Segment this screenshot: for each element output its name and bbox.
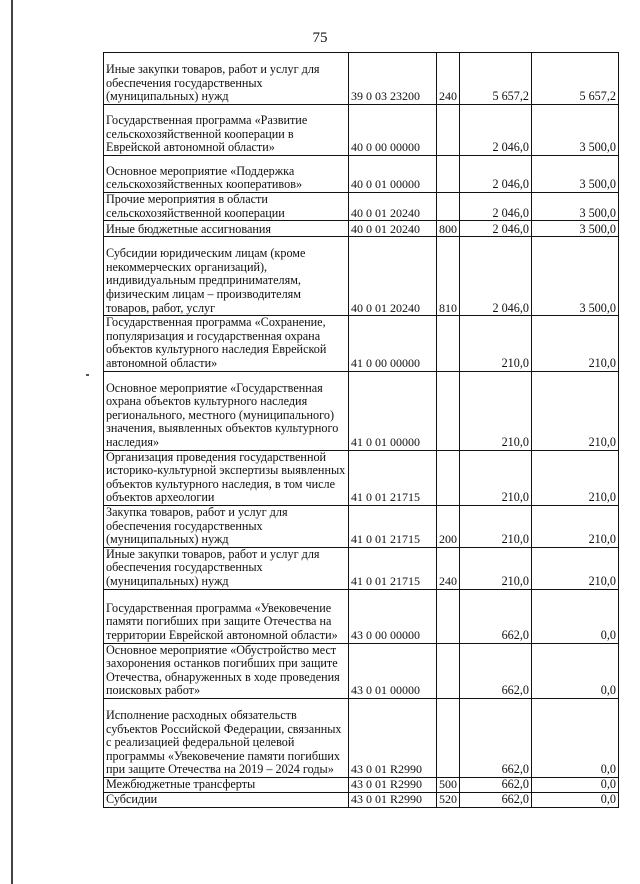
row-vr-cell (437, 193, 460, 221)
row-value-2021-cell: 0,0 (532, 698, 619, 777)
row-code-cell: 43 0 01 R2990 (349, 792, 437, 807)
row-value-2020-cell: 210,0 (460, 547, 532, 589)
row-name-cell: Межбюджетные трансферты (104, 777, 349, 792)
row-value-2020-cell: 2 046,0 (460, 221, 532, 237)
row-name-cell: Закупка товаров, работ и услуг для обеспечения государственных (муниципальных) нужд (104, 505, 349, 547)
row-code-cell: 40 0 01 20240 (349, 193, 437, 221)
row-code-cell: 41 0 00 00000 (349, 316, 437, 371)
row-vr-cell (437, 643, 460, 698)
table-row (104, 193, 619, 221)
row-value-2021-cell: 3 500,0 (532, 237, 619, 316)
row-code-cell: 40 0 00 00000 (349, 105, 437, 156)
table-row (104, 792, 619, 807)
row-vr-cell (437, 371, 460, 450)
table-row (104, 156, 619, 193)
row-name-cell: Государственная программа «Увековечение памяти погибших при защите Отечества на территории Еврейской автономной области» (104, 589, 349, 643)
table-row (104, 316, 619, 371)
row-code-cell: 40 0 01 20240 (349, 237, 437, 316)
budget-table (103, 52, 619, 808)
table-row (104, 589, 619, 643)
row-value-2020-cell: 2 046,0 (460, 105, 532, 156)
row-name-cell: Государственная программа «Развитие сельскохозяйственной кооперации в Еврейской автономной области» (104, 105, 349, 156)
row-code-cell: 40 0 01 20240 (349, 221, 437, 237)
budget-table-body (104, 53, 619, 808)
row-code-cell: 41 0 01 21715 (349, 505, 437, 547)
row-name-cell: Организация проведения государственной историко-культурной экспертизы выявленных объектов культурного наследия, в том числе объектов археологии (104, 450, 349, 505)
table-row (104, 505, 619, 547)
row-name-cell: Прочие мероприятия в области сельскохозяйственной кооперации (104, 193, 349, 221)
row-code-cell: 43 0 01 R2990 (349, 777, 437, 792)
row-value-2020-cell: 2 046,0 (460, 237, 532, 316)
row-name-cell: Субсидии юридическим лицам (кроме некоммерческих организаций), индивидуальным предпринимателям, физическим лицам – производителям товаров, работ, услуг (104, 237, 349, 316)
row-code-cell: 43 0 00 00000 (349, 589, 437, 643)
table-row (104, 450, 619, 505)
row-code-cell: 43 0 01 00000 (349, 643, 437, 698)
row-value-2021-cell: 0,0 (532, 792, 619, 807)
row-name-cell: Иные бюджетные ассигнования (104, 221, 349, 237)
row-code-cell: 43 0 01 R2990 (349, 698, 437, 777)
row-value-2021-cell: 3 500,0 (532, 156, 619, 193)
table-row (104, 237, 619, 316)
row-value-2020-cell: 662,0 (460, 643, 532, 698)
row-name-cell: Субсидии (104, 792, 349, 807)
row-code-cell: 39 0 03 23200 (349, 53, 437, 105)
table-row (104, 698, 619, 777)
row-value-2020-cell: 210,0 (460, 371, 532, 450)
row-vr-cell: 500 (437, 777, 460, 792)
row-value-2021-cell: 3 500,0 (532, 105, 619, 156)
row-name-cell: Основное мероприятие «Государственная охрана объектов культурного наследия регионального, местного (муниципального) значения, выявленных объектов культурного наследия» (104, 371, 349, 450)
row-vr-cell (437, 105, 460, 156)
row-value-2020-cell: 210,0 (460, 505, 532, 547)
table-row (104, 53, 619, 105)
row-value-2021-cell: 3 500,0 (532, 221, 619, 237)
row-name-cell: Основное мероприятие «Обустройство мест захоронения останков погибших при защите Отечества, обнаруженных в ходе проведения поисковых работ» (104, 643, 349, 698)
table-row (104, 105, 619, 156)
row-code-cell: 40 0 01 00000 (349, 156, 437, 193)
row-vr-cell (437, 316, 460, 371)
row-value-2021-cell: 210,0 (532, 316, 619, 371)
table-row (104, 777, 619, 792)
row-vr-cell (437, 156, 460, 193)
scan-edge-line (11, 0, 13, 884)
row-name-cell: Исполнение расходных обязательств субъектов Российской Федерации, связанных с реализацией федеральной целевой программы «Увековечение памяти погибших при защите Отечества на 2019 – 2024 годы» (104, 698, 349, 777)
row-value-2020-cell: 662,0 (460, 777, 532, 792)
row-name-cell: Иные закупки товаров, работ и услуг для обеспечения государственных (муниципальных) нужд (104, 547, 349, 589)
row-value-2020-cell: 662,0 (460, 792, 532, 807)
row-name-cell: Основное мероприятие «Поддержка сельскохозяйственных кооперативов» (104, 156, 349, 193)
row-vr-cell: 200 (437, 505, 460, 547)
row-value-2020-cell: 210,0 (460, 316, 532, 371)
row-value-2021-cell: 0,0 (532, 643, 619, 698)
row-vr-cell (437, 450, 460, 505)
row-value-2021-cell: 0,0 (532, 777, 619, 792)
row-vr-cell: 800 (437, 221, 460, 237)
row-vr-cell: 240 (437, 53, 460, 105)
row-code-cell: 41 0 01 21715 (349, 547, 437, 589)
row-name-cell: Государственная программа «Сохранение, популяризация и государственная охрана объектов культурного наследия Еврейской автономной области» (104, 316, 349, 371)
page-number: 75 (312, 30, 328, 46)
row-vr-cell (437, 698, 460, 777)
table-row (104, 221, 619, 237)
row-value-2020-cell: 5 657,2 (460, 53, 532, 105)
row-name-cell: Иные закупки товаров, работ и услуг для обеспечения государственных (муниципальных) нужд (104, 53, 349, 105)
row-value-2020-cell: 662,0 (460, 698, 532, 777)
row-code-cell: 41 0 01 21715 (349, 450, 437, 505)
row-value-2021-cell: 3 500,0 (532, 193, 619, 221)
row-value-2021-cell: 210,0 (532, 371, 619, 450)
row-value-2021-cell: 5 657,2 (532, 53, 619, 105)
table-row (104, 643, 619, 698)
row-value-2020-cell: 662,0 (460, 589, 532, 643)
row-value-2021-cell: 210,0 (532, 450, 619, 505)
row-value-2021-cell: 210,0 (532, 505, 619, 547)
row-value-2021-cell: 210,0 (532, 547, 619, 589)
table-row (104, 371, 619, 450)
row-vr-cell (437, 589, 460, 643)
scan-mark (86, 374, 89, 376)
row-value-2020-cell: 210,0 (460, 450, 532, 505)
row-vr-cell: 810 (437, 237, 460, 316)
row-value-2020-cell: 2 046,0 (460, 156, 532, 193)
table-row (104, 547, 619, 589)
row-vr-cell: 520 (437, 792, 460, 807)
row-code-cell: 41 0 01 00000 (349, 371, 437, 450)
row-value-2020-cell: 2 046,0 (460, 193, 532, 221)
row-vr-cell: 240 (437, 547, 460, 589)
row-value-2021-cell: 0,0 (532, 589, 619, 643)
